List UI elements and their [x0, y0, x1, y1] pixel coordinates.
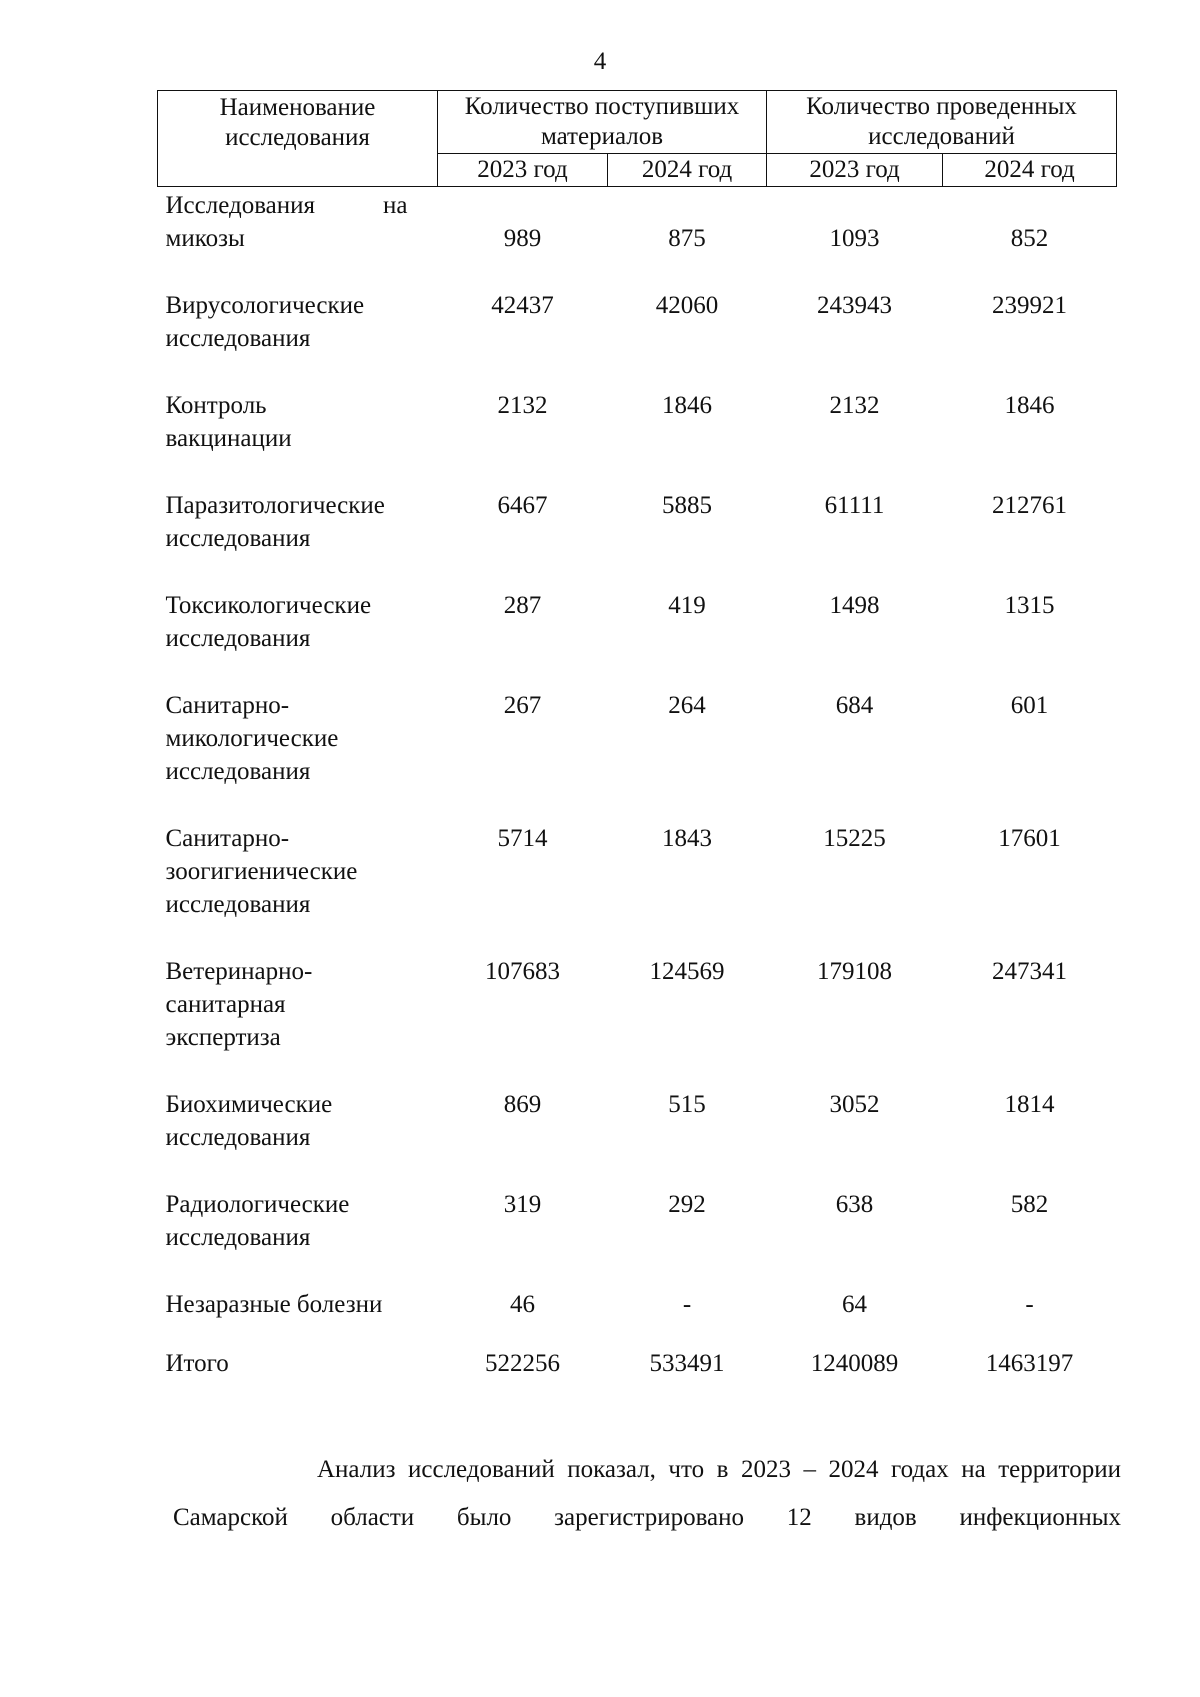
table-row	[158, 1154, 1117, 1254]
table-row	[158, 355, 1117, 455]
row-name	[158, 655, 438, 788]
paragraph-line-1: Анализ исследований показал, что в 2023 – 2024 годах на территории	[317, 1456, 1121, 1483]
row-value: 638	[835, 1191, 874, 1218]
table-row	[158, 455, 1117, 555]
row-value: 46	[510, 1291, 535, 1318]
row-name-line: исследования	[165, 1124, 311, 1151]
row-value: 582	[1010, 1191, 1049, 1218]
row-value: 522256	[485, 1350, 560, 1377]
row-value: 5714	[497, 825, 548, 852]
row-name-line: исследования	[165, 625, 311, 652]
row-name	[158, 1154, 438, 1254]
row-value: 1843	[662, 825, 712, 852]
row-name-word: на	[383, 192, 408, 219]
row-value: 2132	[829, 392, 880, 419]
row-value: 42060	[655, 292, 719, 319]
row-name-line: Паразитологические	[165, 492, 385, 519]
table-row	[158, 555, 1117, 655]
research-table-container	[157, 90, 1116, 1380]
row-value: 61111	[824, 492, 885, 519]
row-name-line: исследования	[165, 325, 311, 352]
row-value: 989	[503, 225, 542, 252]
row-name-line: зоогигиенические	[165, 858, 358, 885]
row-name-line: вакцинации	[165, 425, 292, 452]
row-name-line: микозы	[165, 225, 245, 252]
row-value: 533491	[649, 1350, 725, 1377]
row-name-line: Биохимические	[165, 1091, 333, 1118]
row-name-line: Токсикологические	[165, 592, 372, 619]
row-name	[158, 355, 438, 455]
row-value: 107683	[485, 958, 560, 985]
row-value: 684	[835, 692, 874, 719]
row-value: 212761	[992, 492, 1068, 519]
row-name-line: исследования	[165, 525, 311, 552]
row-value: 247341	[992, 958, 1068, 985]
row-value: 1463197	[985, 1350, 1074, 1377]
row-name	[158, 1054, 438, 1154]
row-value: -	[682, 1291, 692, 1318]
row-name-word: Исследования	[165, 192, 316, 219]
row-value: 515	[668, 1091, 706, 1118]
header-year-conducted-2023: 2023 год	[767, 154, 943, 187]
row-value: 15225	[823, 825, 886, 852]
row-value: 2132	[497, 392, 548, 419]
row-name	[158, 255, 438, 355]
header-year-received-2024: 2024 год	[608, 154, 767, 187]
table-row	[158, 655, 1117, 788]
row-name-line: Итого	[165, 1350, 229, 1377]
row-name-line: Контроль	[165, 392, 267, 419]
row-value: 264	[668, 692, 706, 719]
row-name-line: Ветеринарно-	[165, 958, 313, 985]
row-value: 1240089	[810, 1350, 899, 1377]
table-row	[158, 1054, 1117, 1154]
row-value: 292	[668, 1191, 706, 1218]
row-name-line: Вирусологические	[165, 292, 365, 319]
row-name	[158, 921, 438, 1054]
row-name-line: микологические	[165, 725, 339, 752]
row-name-line: санитарная	[165, 991, 286, 1018]
row-value: 1498	[829, 592, 880, 619]
row-value: 239921	[992, 292, 1068, 319]
table-row	[158, 255, 1117, 355]
analysis-paragraph	[245, 1446, 1121, 1494]
table-body	[158, 187, 1117, 1381]
row-value: 601	[1010, 692, 1049, 719]
row-value: 243943	[817, 292, 893, 319]
row-name-line: Радиологические	[165, 1191, 350, 1218]
table-row	[158, 1321, 1117, 1380]
header-year-received-2023: 2023 год	[438, 154, 608, 187]
header-name: Наименование исследования	[158, 91, 438, 187]
row-value: 124569	[649, 958, 725, 985]
row-name	[158, 455, 438, 555]
header-year-conducted-2024: 2024 год	[943, 154, 1117, 187]
row-name	[158, 788, 438, 921]
row-value: 869	[503, 1091, 542, 1118]
row-name-line: Незаразные болезни	[165, 1291, 383, 1318]
header-received: Количество поступивших материалов	[438, 91, 767, 154]
row-name-line	[166, 189, 408, 222]
row-value: 1846	[662, 392, 712, 419]
row-value: 1846	[1004, 392, 1055, 419]
row-name-line: Санитарно-	[165, 692, 290, 719]
row-value: 287	[503, 592, 542, 619]
row-value: 875	[668, 225, 706, 252]
row-value: -	[1025, 1291, 1034, 1318]
header-conducted: Количество проведенных исследований	[767, 91, 1117, 154]
table-row	[158, 921, 1117, 1054]
row-value: 852	[1010, 225, 1049, 252]
row-name	[158, 555, 438, 655]
table-row	[158, 788, 1117, 921]
row-name	[158, 187, 438, 256]
research-table	[157, 90, 1117, 1380]
row-value: 1814	[1004, 1091, 1055, 1118]
row-name-line: исследования	[165, 891, 311, 918]
row-value: 179108	[817, 958, 893, 985]
row-value: 5885	[662, 492, 712, 519]
row-value: 42437	[491, 292, 554, 319]
row-value: 17601	[998, 825, 1061, 852]
row-value: 6467	[497, 492, 548, 519]
table-row	[158, 1254, 1117, 1321]
row-name	[158, 1321, 438, 1380]
row-name-line: Санитарно-	[165, 825, 290, 852]
analysis-paragraph-continued	[173, 1494, 1121, 1542]
paragraph-line-2: Самарской области было зарегистрировано 12 видов инфекционных	[173, 1504, 1121, 1531]
page-number: 4	[593, 48, 607, 75]
row-value: 319	[503, 1191, 542, 1218]
row-value: 1093	[829, 225, 880, 252]
table-row	[158, 187, 1117, 256]
row-value: 3052	[829, 1091, 880, 1118]
row-name-line: исследования	[165, 758, 311, 785]
row-name-line: экспертиза	[165, 1024, 281, 1051]
row-value: 64	[842, 1291, 868, 1318]
row-name	[158, 1254, 438, 1321]
row-value: 1315	[1004, 592, 1055, 619]
row-name-line: исследования	[165, 1224, 311, 1251]
row-value: 267	[503, 692, 542, 719]
row-value: 419	[668, 592, 706, 619]
